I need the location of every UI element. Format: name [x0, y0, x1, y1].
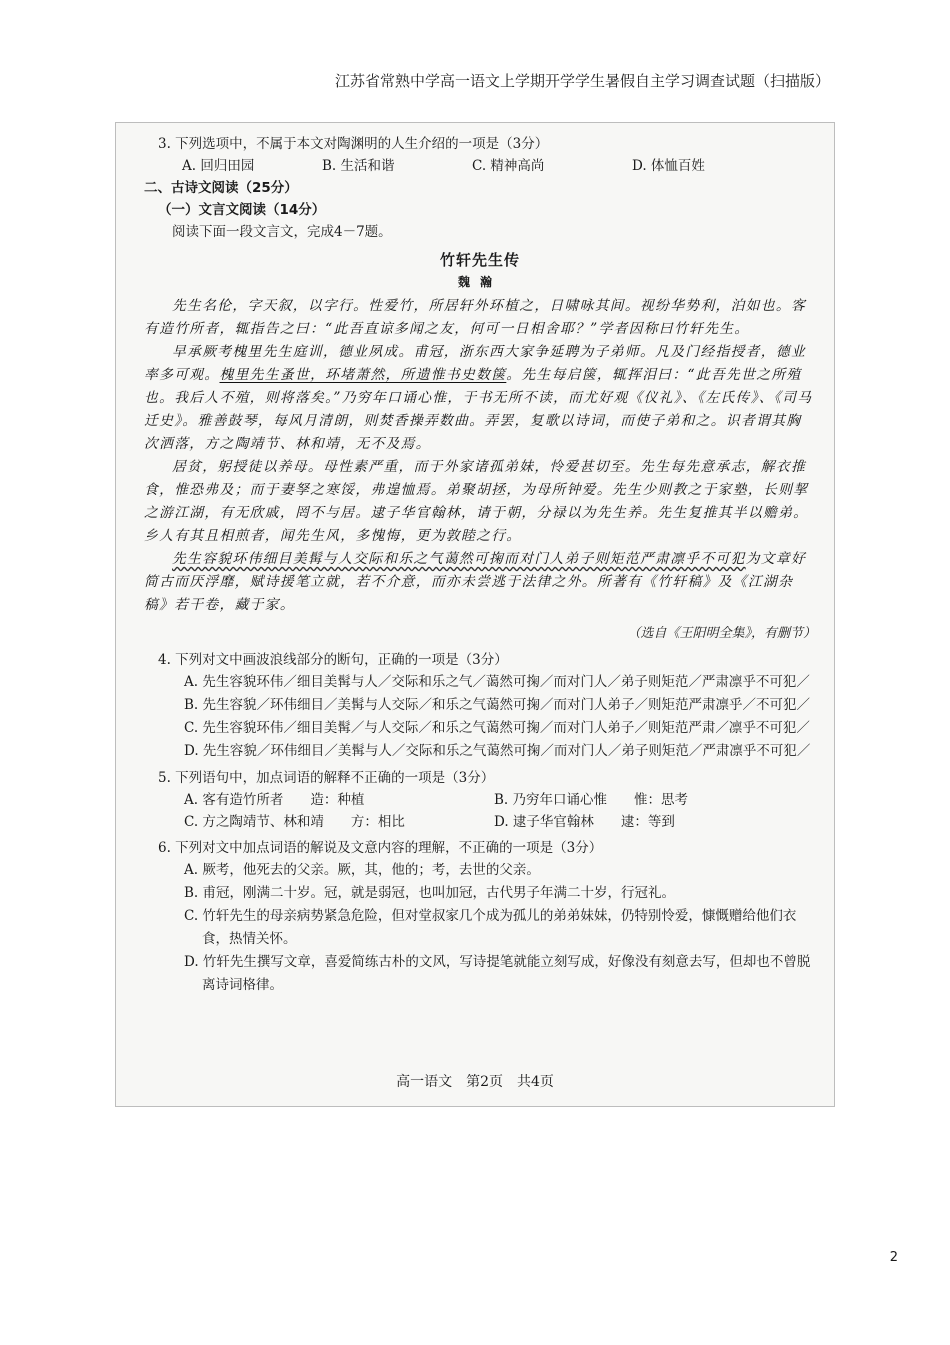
q3-option-a: A. 回归田园 — [182, 158, 255, 174]
wavy-underlined-text: 先生容貌环伟细目美髯与人交际和乐之气蔼然可掬而对门人弟子则矩范严肃凛乎不可犯 — [172, 551, 746, 567]
passage-author: 魏瀚 — [457, 275, 502, 289]
q4-option-d: D. 先生容貌／环伟细目／美髯与人／交际和乐之气蔼然可掬／而对门人／弟子则矩范／严肃凛乎不可犯／ — [184, 743, 811, 759]
q3-option-b: B. 生活和谐 — [322, 158, 395, 174]
q3-option-c: C. 精神高尚 — [472, 158, 545, 174]
q6-option-d: D. 竹轩先生撰写文章，喜爱简练古朴的文风，写诗提笔就能立刻写成，好像没有刻意去写，但却也不曾脱离诗词格律。 — [184, 954, 811, 993]
p2-text-c: 。先生每启箧，辄挥泪曰：“此吾先世之所殖也。我后人不殖，则将落矣。”乃穷年口诵心惟，于书无所不读，而尤好观《仪礼》、《左氏传》、《司马迁史》。雅善鼓琴，每风月清朗，则焚香操弄数曲。弄罢，复歌以诗词，而使子弟和之。识者谓其胸次洒落，方之陶靖节、林和靖，无不及焉。 — [144, 367, 813, 452]
q5-stem: 5. 下列语句中，加点词语的解释不正确的一项是（3分） — [158, 770, 495, 786]
section-heading: 二、古诗文阅读（25分） — [144, 180, 298, 196]
subsection-heading: （一）文言文阅读（14分） — [158, 202, 326, 218]
q3-option-d: D. 体恤百姓 — [632, 158, 705, 174]
passage-paragraph-2 — [144, 341, 816, 456]
q5-options-row-1 — [184, 789, 816, 811]
document-header: 江苏省常熟中学高一语文上学期开学学生暑假自主学习调查试题（扫描版） — [334, 72, 830, 90]
q5-option-c: C. 方之陶靖节、林和靖 方：相比 — [184, 814, 405, 830]
q3-options — [182, 155, 816, 177]
p2-underlined: 槐里先生蚤世，环堵萧然，所遗惟书史数箧 — [219, 367, 507, 383]
q6-option-b: B. 甫冠，刚满二十岁。冠，就是弱冠，也叫加冠，古代男子年满二十岁，行冠礼。 — [184, 885, 676, 901]
p2-text-a: 早承厥考槐里先生庭训，德业夙成。甫冠，浙东西大家争延聘为子弟师。凡及门经指授者，德业率多可观。 — [144, 344, 807, 383]
q6-stem: 6. 下列对文中加点词语的解说及文意内容的理解，不正确的一项是（3分） — [158, 840, 603, 856]
passage-title: 竹轩先生传 — [439, 251, 520, 269]
q4-stem: 4. 下列对文中画波浪线部分的断句，正确的一项是（3分） — [158, 652, 508, 668]
q4-option-a: A. 先生容貌环伟／细目美髯与人／交际和乐之气／蔼然可掬／而对门人／弟子则矩范／严肃凛乎不可犯／ — [184, 674, 810, 690]
passage-paragraph-4 — [144, 548, 816, 617]
q6-option-a: A. 厥考，他死去的父亲。厥，其，他的；考，去世的父亲。 — [184, 862, 540, 878]
q5-option-d: D. 逮子华官翰林 逮：等到 — [494, 814, 675, 830]
passage-paragraph-1: 先生名伦，字天叙，以字行。性爱竹，所居轩外环植之，日啸咏其间。视纷华势利，泊如也。客有造竹所者，辄指告之曰：“此吾直谅多闻之友，何可一日相舍耶？”学者因称曰竹轩先生。 — [144, 298, 807, 337]
page-number: 2 — [889, 1250, 898, 1265]
scanned-page — [115, 122, 835, 1107]
q4-option-b: B. 先生容貌／环伟细目／美髯与人交际／和乐之气蔼然可掬／而对门人弟子／则矩范严肃凛乎／不可犯／ — [184, 697, 811, 713]
q4-option-c: C. 先生容貌环伟／细目美髯／与人交际／和乐之气蔼然可掬／而对门人弟子／则矩范严肃／凛乎不可犯／ — [184, 720, 810, 736]
passage-paragraph-3: 居贫，躬授徒以养母。母性素严重，而于外家诸孤弟妹，怜爱甚切至。先生每先意承志，解衣推食，惟恐弗及；而于妻孥之寒馁，弗遑恤焉。弟聚胡拯，为母所钟爱。先生少则教之于家塾，长则挈之游江湖，有无欣戚，罔不与居。逮子华官翰林，请于朝，分禄以为先生养。先生复推其半以赡弟。乡人有其且相煎者，闻先生风，多愧悔，更为敦睦之行。 — [144, 459, 809, 544]
q5-option-a: A. 客有造竹所者 造：种植 — [184, 792, 365, 808]
q5-option-b: B. 乃穷年口诵心惟 惟：思考 — [494, 792, 689, 808]
passage-source: （选自《王阳明全集》，有删节） — [627, 626, 816, 641]
scan-page-footer: 高一语文 第2页 共4页 — [396, 1074, 554, 1090]
p4-text-rest: 为文章好简古而厌浮靡，赋诗援笔立就，若不介意，而亦未尝逃于法律之外。所著有《竹轩稿》及《江湖杂稿》若干卷，藏于家。 — [144, 551, 807, 613]
q3-stem: 3. 下列选项中，不属于本文对陶渊明的人生介绍的一项是（3分） — [158, 136, 549, 152]
q5-options-row-2 — [184, 811, 816, 833]
q6-option-c: C. 竹轩先生的母亲病势紧急危险，但对堂叔家几个成为孤儿的弟弟妹妹，仍特别怜爱，慷慨赠给他们衣食，热情关怀。 — [184, 908, 797, 947]
instruction: 阅读下面一段文言文，完成4－7题。 — [172, 224, 392, 240]
